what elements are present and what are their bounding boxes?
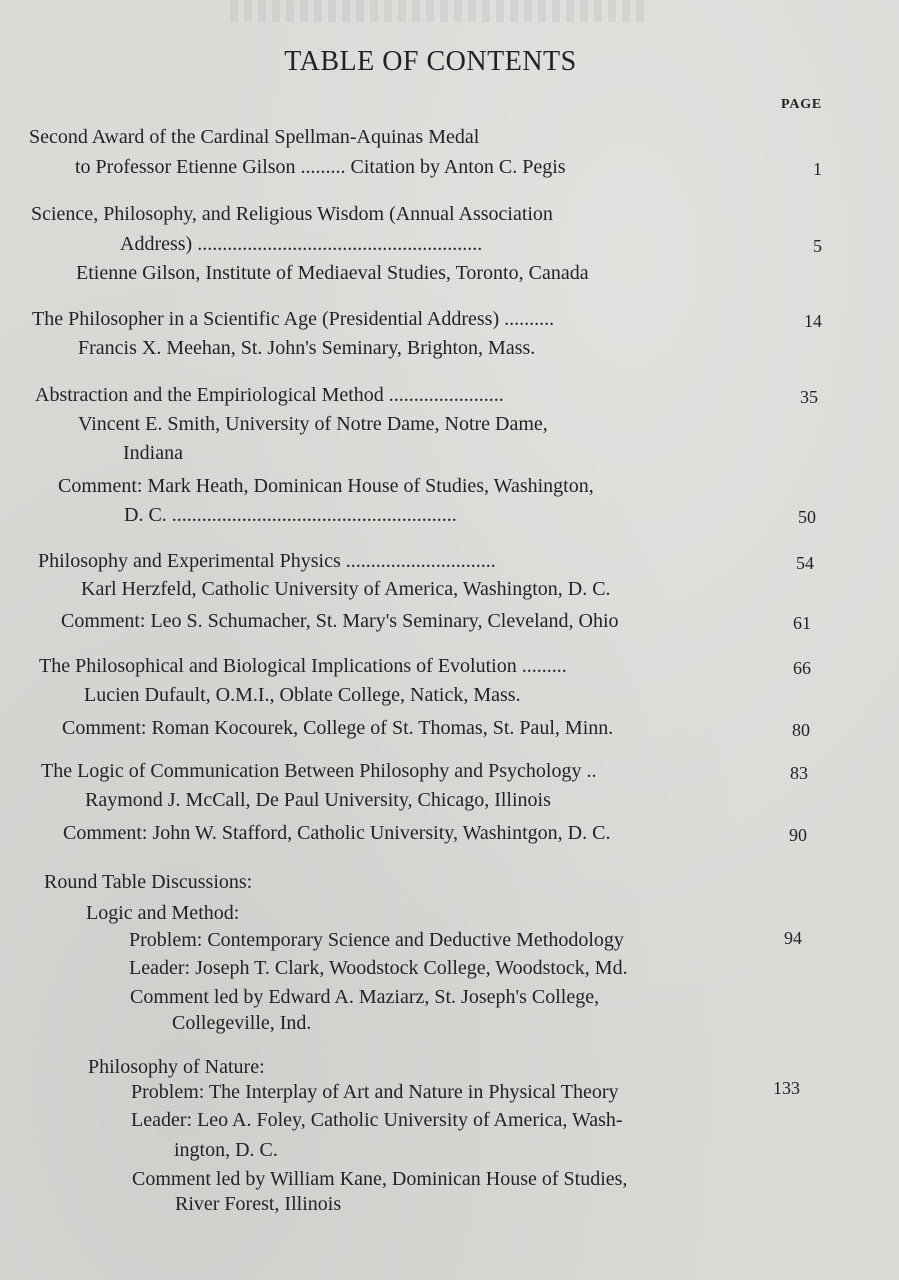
entry-comment: Comment: Leo S. Schumacher, St. Mary's Seminary, Cleveland, Ohio [61,610,619,632]
entry-page: 66 [793,658,811,678]
entry-title-continued: Address) ......................................................... [120,233,483,255]
entry-comment-continued: D. C. ......................................................... [124,504,457,526]
entry-author-continued: Indiana [123,442,183,464]
round-table-comment-continued: Collegeville, Ind. [172,1012,312,1034]
entry-title: Abstraction and the Empiriological Method ....................... [35,384,504,406]
entry-title: Science, Philosophy, and Religious Wisdom (Annual Association [31,203,553,225]
round-table-comment: Comment led by William Kane, Dominican House of Studies, [132,1168,628,1190]
entry-author: Karl Herzfeld, Catholic University of America, Washington, D. C. [81,578,611,600]
round-table-section-heading: Logic and Method: [86,902,240,924]
entry-title: Philosophy and Experimental Physics .............................. [38,550,496,572]
round-table-problem: Problem: Contemporary Science and Deductive Methodology [129,929,624,951]
entry-title: The Philosophical and Biological Implications of Evolution ......... [39,655,567,677]
entry-page: 54 [796,553,814,573]
entry-author: Vincent E. Smith, University of Notre Dame, Notre Dame, [78,413,548,435]
round-table-leader: Leader: Leo A. Foley, Catholic University of America, Wash- [131,1109,623,1131]
round-table-section-heading: Philosophy of Nature: [88,1056,265,1078]
round-table-comment-continued: River Forest, Illinois [175,1193,342,1215]
entry-title: Second Award of the Cardinal Spellman-Aquinas Medal [29,126,480,148]
page-column-label: PAGE [781,97,823,112]
entry-author: Lucien Dufault, O.M.I., Oblate College, Natick, Mass. [84,684,521,706]
round-table-page: 133 [773,1078,800,1098]
entry-page: 35 [800,387,818,407]
entry-author: Francis X. Meehan, St. John's Seminary, Brighton, Mass. [78,337,536,359]
entry-page: 5 [813,236,822,256]
entry-page: 83 [790,763,808,783]
entry-comment: Comment: Mark Heath, Dominican House of Studies, Washington, [58,475,594,497]
round-table-comment: Comment led by Edward A. Maziarz, St. Joseph's College, [130,986,600,1008]
bleed-through-text [230,0,650,22]
round-table-problem: Problem: The Interplay of Art and Nature in Physical Theory [131,1081,619,1103]
round-table-heading: Round Table Discussions: [44,871,253,893]
entry-comment-page: 90 [789,825,807,845]
round-table-leader-continued: ington, D. C. [174,1139,278,1161]
page-title: TABLE OF CONTENTS [284,46,577,77]
entry-comment: Comment: Roman Kocourek, College of St. Thomas, St. Paul, Minn. [62,717,614,739]
entry-page: 14 [804,311,822,331]
round-table-page: 94 [784,928,802,948]
entry-author: Raymond J. McCall, De Paul University, Chicago, Illinois [85,789,551,811]
entry-page: 1 [813,159,822,179]
entry-author: to Professor Etienne Gilson ......... Citation by Anton C. Pegis [75,156,566,178]
entry-author: Etienne Gilson, Institute of Mediaeval Studies, Toronto, Canada [76,262,589,284]
entry-title: The Logic of Communication Between Philosophy and Psychology .. [41,760,597,782]
entry-comment-page: 80 [792,720,810,740]
round-table-leader: Leader: Joseph T. Clark, Woodstock College, Woodstock, Md. [129,957,628,979]
entry-comment-page: 50 [798,507,816,527]
entry-comment-page: 61 [793,613,811,633]
entry-comment: Comment: John W. Stafford, Catholic University, Washintgon, D. C. [63,822,611,844]
entry-title: The Philosopher in a Scientific Age (Presidential Address) .......... [32,308,555,330]
